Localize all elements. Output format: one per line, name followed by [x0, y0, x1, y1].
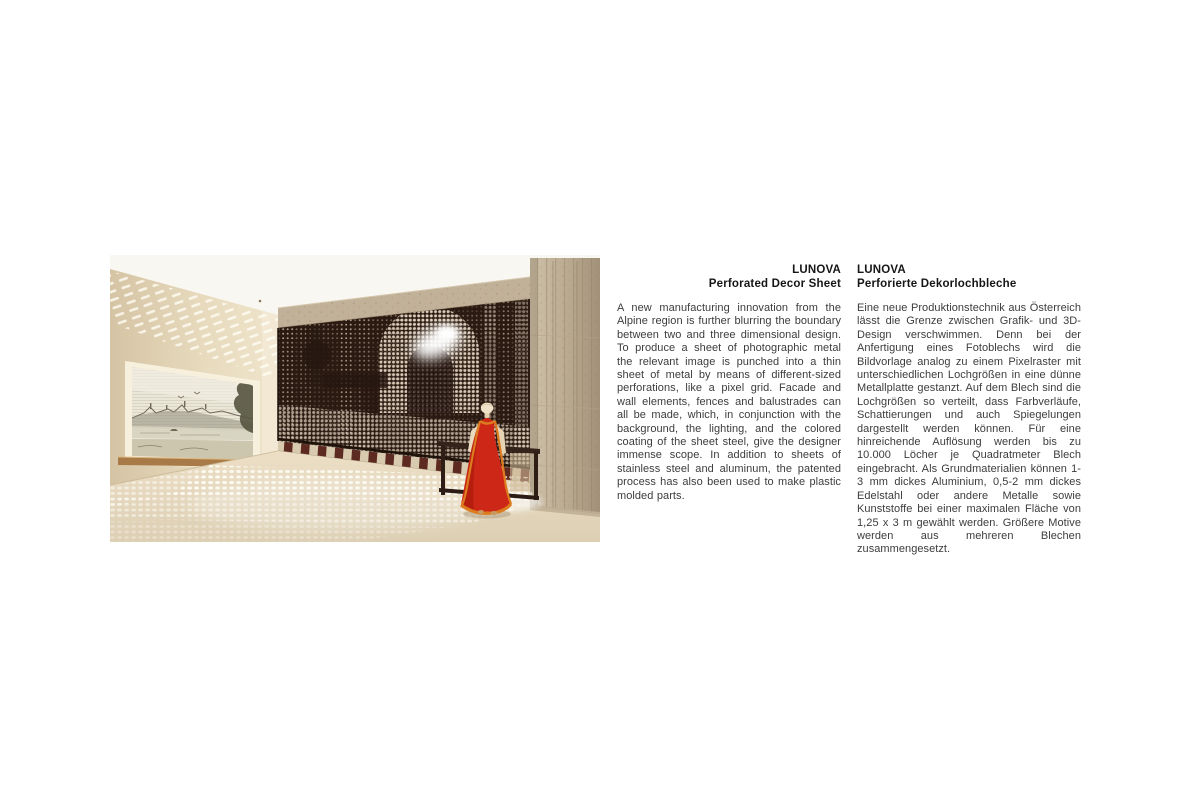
product-subtitle-en: Perforated Decor Sheet — [708, 277, 841, 290]
product-subtitle-de: Perforierte Dekorlochbleche — [857, 277, 1017, 290]
ceiling-sensor — [259, 300, 262, 303]
arch-motif — [378, 306, 480, 413]
body-text-german: Eine neue Produktionstechnik aus Österreich lässt die Grenze zwischen Grafik- und 3D-Design verschwimmen. Denn bei der Anfertigung eines Fotoblechs wird die Bildvorlage analog zu einem Pixelraster mit unterschiedlichen Lochgrößen in eine dünne Metallplatte gestanzt. Auf dem Blech sind die Lochgrößen so verteilt, dass Farbverläufe, Schattierungen und auch Spiegelungen dargestellt werden können. Für eine hinreichende Auflösung werden bis zu 10.000 Löcher je Quadratmeter Blech eingebracht. Als Grundmaterialien können 1-3 mm dickes Aluminium, 0,5-2 mm dickes Edelstahl oder andere Metalle sowie Kunststoffe bei einer maximalen Fläche von 1,25 x 3 m gewählt werden. Größere Motive werden aus mehreren Blechen zusammengesetzt. — [857, 302, 1081, 556]
column-heading-german — [857, 264, 1081, 291]
installation-photo-canvas — [110, 255, 600, 542]
installation-photo — [110, 255, 600, 542]
concrete-pillar — [530, 258, 600, 517]
brand-title-de: LUNOVA — [857, 264, 906, 276]
text-column-german — [857, 264, 1081, 557]
text-column-english — [617, 264, 841, 503]
column-heading-english — [617, 264, 841, 291]
body-text-english: A new manufacturing innovation from the Alpine region is further blurring the boundary between two and three dimensional design. To produce a sheet of photographic metal the relevant image is punched into a thin sheet of metal by means of different-sized perforations, like a pixel grid. Facade and wall elements, fences and balustrades can all be made, which, in conjunction with the background, the lighting, and the colored coating of the sheet steel, give the designer immense scope. In addition to sheets of stainless steel and aluminum, the patented process has also been used to make plastic molded parts. — [617, 302, 841, 502]
brand-title-en: LUNOVA — [792, 264, 841, 276]
